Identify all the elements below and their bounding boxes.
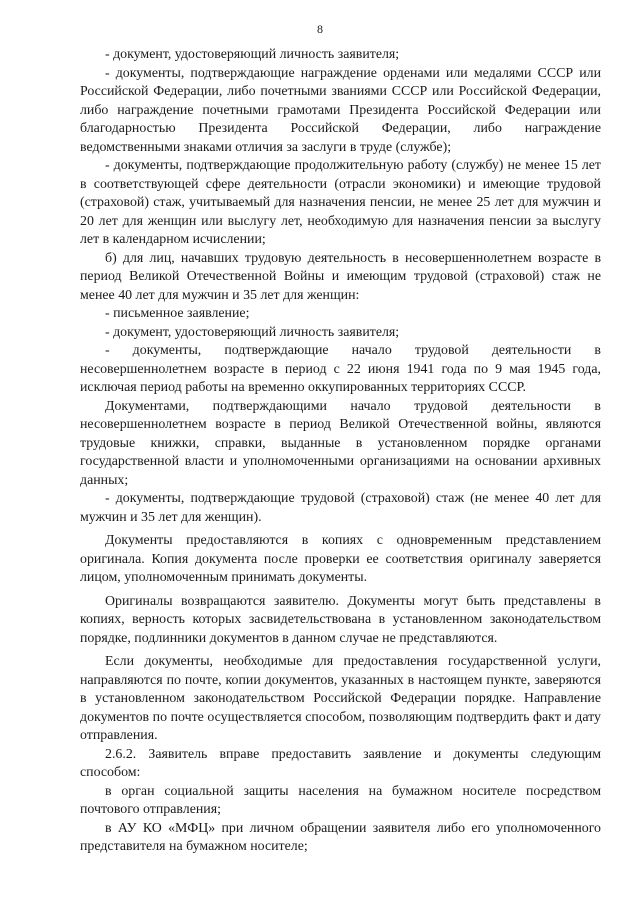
paragraph: Оригиналы возвращаются заявителю. Документы могут быть представлены в копиях, верность которых засвидетельствована в установленном законодательством порядке, подлинники документов в данном случае не представляются. <box>80 593 601 646</box>
document-body <box>80 46 601 857</box>
paragraph: - документ, удостоверяющий личность заявителя; <box>105 47 400 62</box>
paragraph: Документы предоставляются в копиях с одновременным представлением оригинала. Копия документа после проверки ее соответствия оригиналу заверяется лицом, уполномоченным принимать документы. <box>80 533 601 585</box>
paragraph: Документами, подтверждающими начало трудовой деятельности в несовершеннолетнем возрасте в период Великой Отечественной войны, являются трудовые книжки, справки, выданные в установленном порядке органами государственной власти и уполномоченными организациями на основании архивных данных; <box>80 398 601 488</box>
paragraph: - документы, подтверждающие награждение орденами или медалями СССР или Российской Федерации, либо почетными званиями СССР или Российской Федерации, либо награждение почетными грамотами Президента Российской Федерации или благодарностью Президента Российской Федерации, либо награждение ведомственными знаками отличия за заслуги в труде (службе); <box>80 65 601 155</box>
paragraph: б) для лиц, начавших трудовую деятельность в несовершеннолетнем возрасте в период Великой Отечественной Войны и имеющим трудовой (страховой) стаж не менее 40 лет для мужчин и 35 лет для женщин: <box>80 250 601 303</box>
paragraph: - письменное заявление; <box>105 306 250 321</box>
page-number: 8 <box>317 22 323 36</box>
paragraph: - документы, подтверждающие продолжительную работу (службу) не менее 15 лет в соответствующей сфере деятельности (отрасли экономики) и имеющие трудовой (страховой) стаж, учитываемый для назначения пенсии, не менее 25 лет для мужчин и 20 лет для женщин или выслугу лет, необходимую для назначения пенсии за выслугу лет в календарном исчислении; <box>80 158 601 247</box>
paragraph: - документы, подтверждающие начало трудовой деятельности в несовершеннолетнем возрасте в период с 22 июня 1941 года по 9 мая 1945 года, исключая период работы на временно оккупированных территориях СССР. <box>80 343 601 395</box>
paragraph: в орган социальной защиты населения на бумажном носителе посредством почтового отправления; <box>80 783 601 817</box>
paragraph: в АУ КО «МФЦ» при личном обращении заявителя либо его уполномоченного представителя на бумажном носителе; <box>80 820 601 854</box>
paragraph: Если документы, необходимые для предоставления государственной услуги, направляются по почте, копии документов, указанных в настоящем пункте, заверяются в установленном законодательством Российской Федерации порядке. Направление документов по почте осуществляется способом, позволяющим подтвердить факт и дату отправления. <box>80 654 601 743</box>
paragraph: - документы, подтверждающие трудовой (страховой) стаж (не менее 40 лет для мужчин и 35 лет для женщин). <box>80 491 601 525</box>
paragraph: - документ, удостоверяющий личность заявителя; <box>105 324 400 340</box>
paragraph: 2.6.2. Заявитель вправе предоставить заявление и документы следующим способом: <box>80 746 601 780</box>
